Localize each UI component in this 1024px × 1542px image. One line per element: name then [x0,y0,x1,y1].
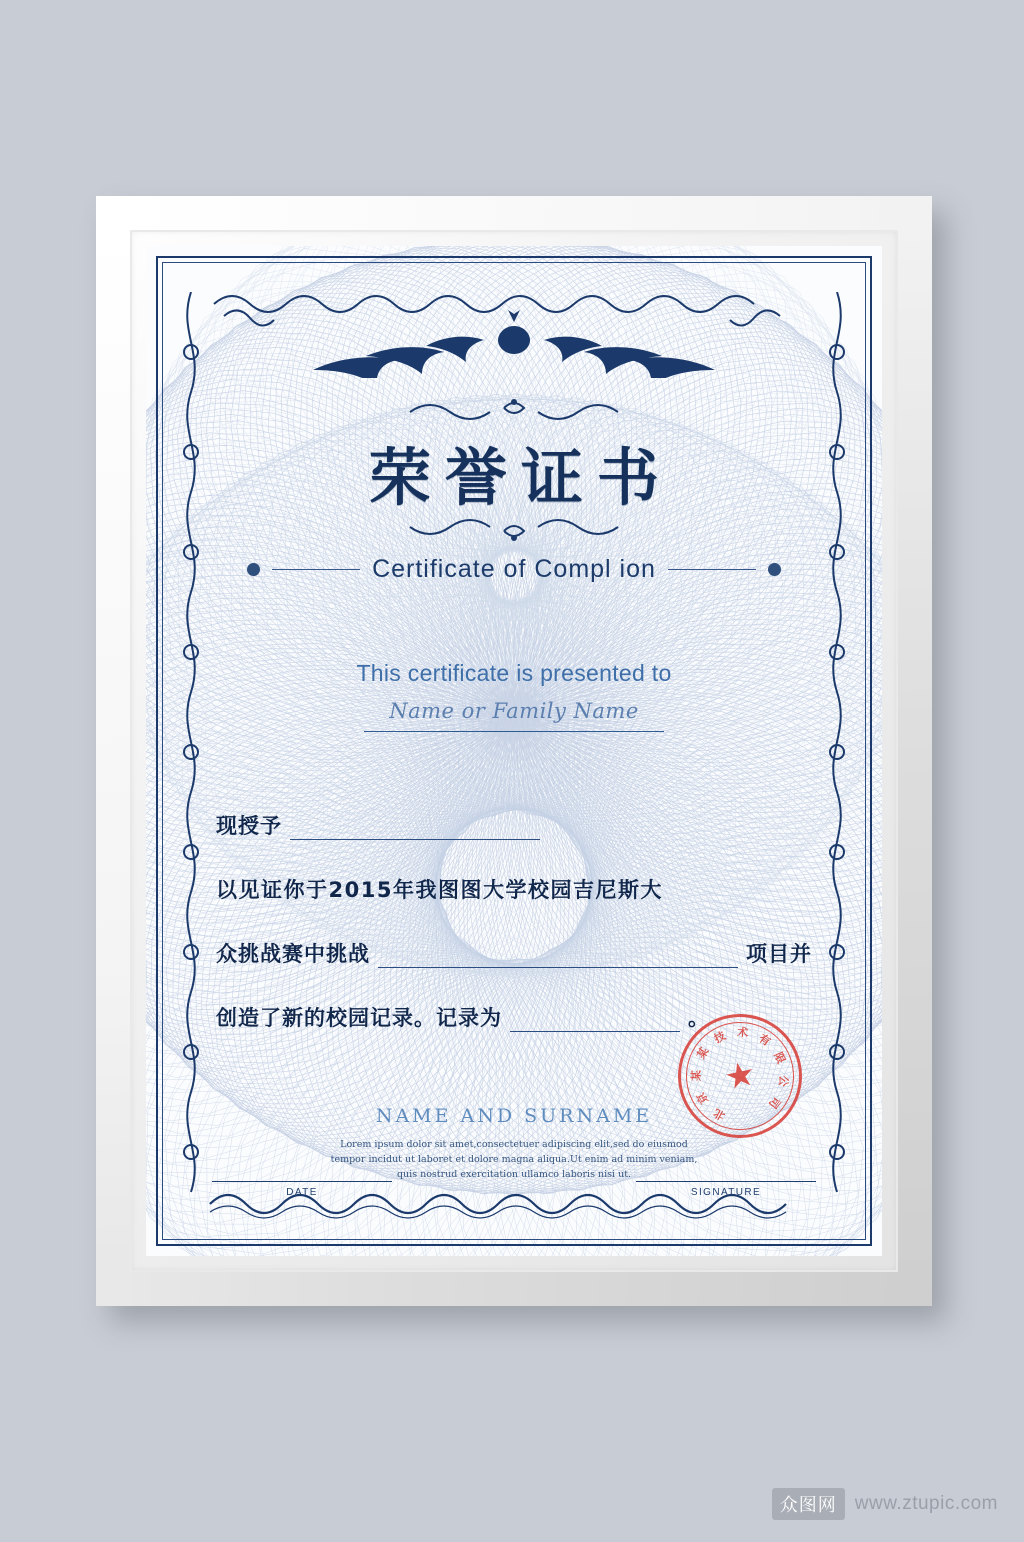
recipient-name-field[interactable] [364,699,664,732]
subtitle-row [146,555,882,584]
body-line-4-prefix: 创造了新的校园记录。记录为 [216,1006,502,1030]
presented-to-text: This certificate is presented to [356,660,672,686]
signature-row [146,1181,882,1198]
footer-lorem-text: Lorem ipsum dolor sit amet,consectetuer adipiscing elit,sed do eiusmod tempor incidut ut laboret et dolore magna aliqua.Ut enim ad minim veniam, quis nostrud exercitation ullamco laboris nisi ut. [330,1139,698,1180]
subtitle-rule-left [272,569,360,570]
award-blank-3[interactable] [510,1009,680,1032]
body-line-4-suffix: 。 [688,1006,710,1030]
page-title: 荣誉证书 [368,441,673,514]
body-line-3 [216,938,812,968]
award-blank-2[interactable] [378,945,738,968]
signature-rule [636,1181,816,1182]
certificate-footer [146,1105,882,1198]
watermark-badge: 众图网 [772,1488,845,1520]
body-line-2 [216,874,812,904]
date-block [212,1181,392,1198]
certificate-document [146,246,882,1256]
body-line-1-prefix: 现授予 [216,814,282,838]
award-blank-1[interactable] [290,817,540,840]
title-bottom-ornament [404,517,624,543]
certificate-subtitle: Certificate of Compl ion [372,555,656,583]
body-line-3-prefix: 众挑战赛中挑战 [216,942,370,966]
body-line-3-suffix: 项目并 [746,942,812,966]
subtitle-dot-left [247,563,260,576]
footer-name-surname: NAME AND SURNAME [375,1105,653,1127]
date-rule [212,1181,392,1182]
site-watermark [772,1488,998,1520]
body-line-1 [216,810,812,840]
seal-arc-text: 北 京 某 某 技 术 有 限 公 司 [689,1025,791,1123]
company-seal-stamp: ★ 北 京 某 某 技 术 有 限 公 司 [666,1002,813,1149]
body-line-2-text: 以见证你于2015年我图图大学校园吉尼斯大 [216,878,663,902]
subtitle-rule-right [668,569,756,570]
date-label: DATE [286,1187,318,1198]
signature-label: SIGNATURE [690,1187,762,1198]
certificate-content [146,246,882,1256]
watermark-url: www.ztupic.com [854,1493,998,1514]
certificate-body [146,810,882,1032]
recipient-name-placeholder: Name or Family Name [389,699,639,723]
subtitle-dot-right [768,563,781,576]
signature-block [636,1181,816,1198]
title-top-ornament [404,396,624,422]
